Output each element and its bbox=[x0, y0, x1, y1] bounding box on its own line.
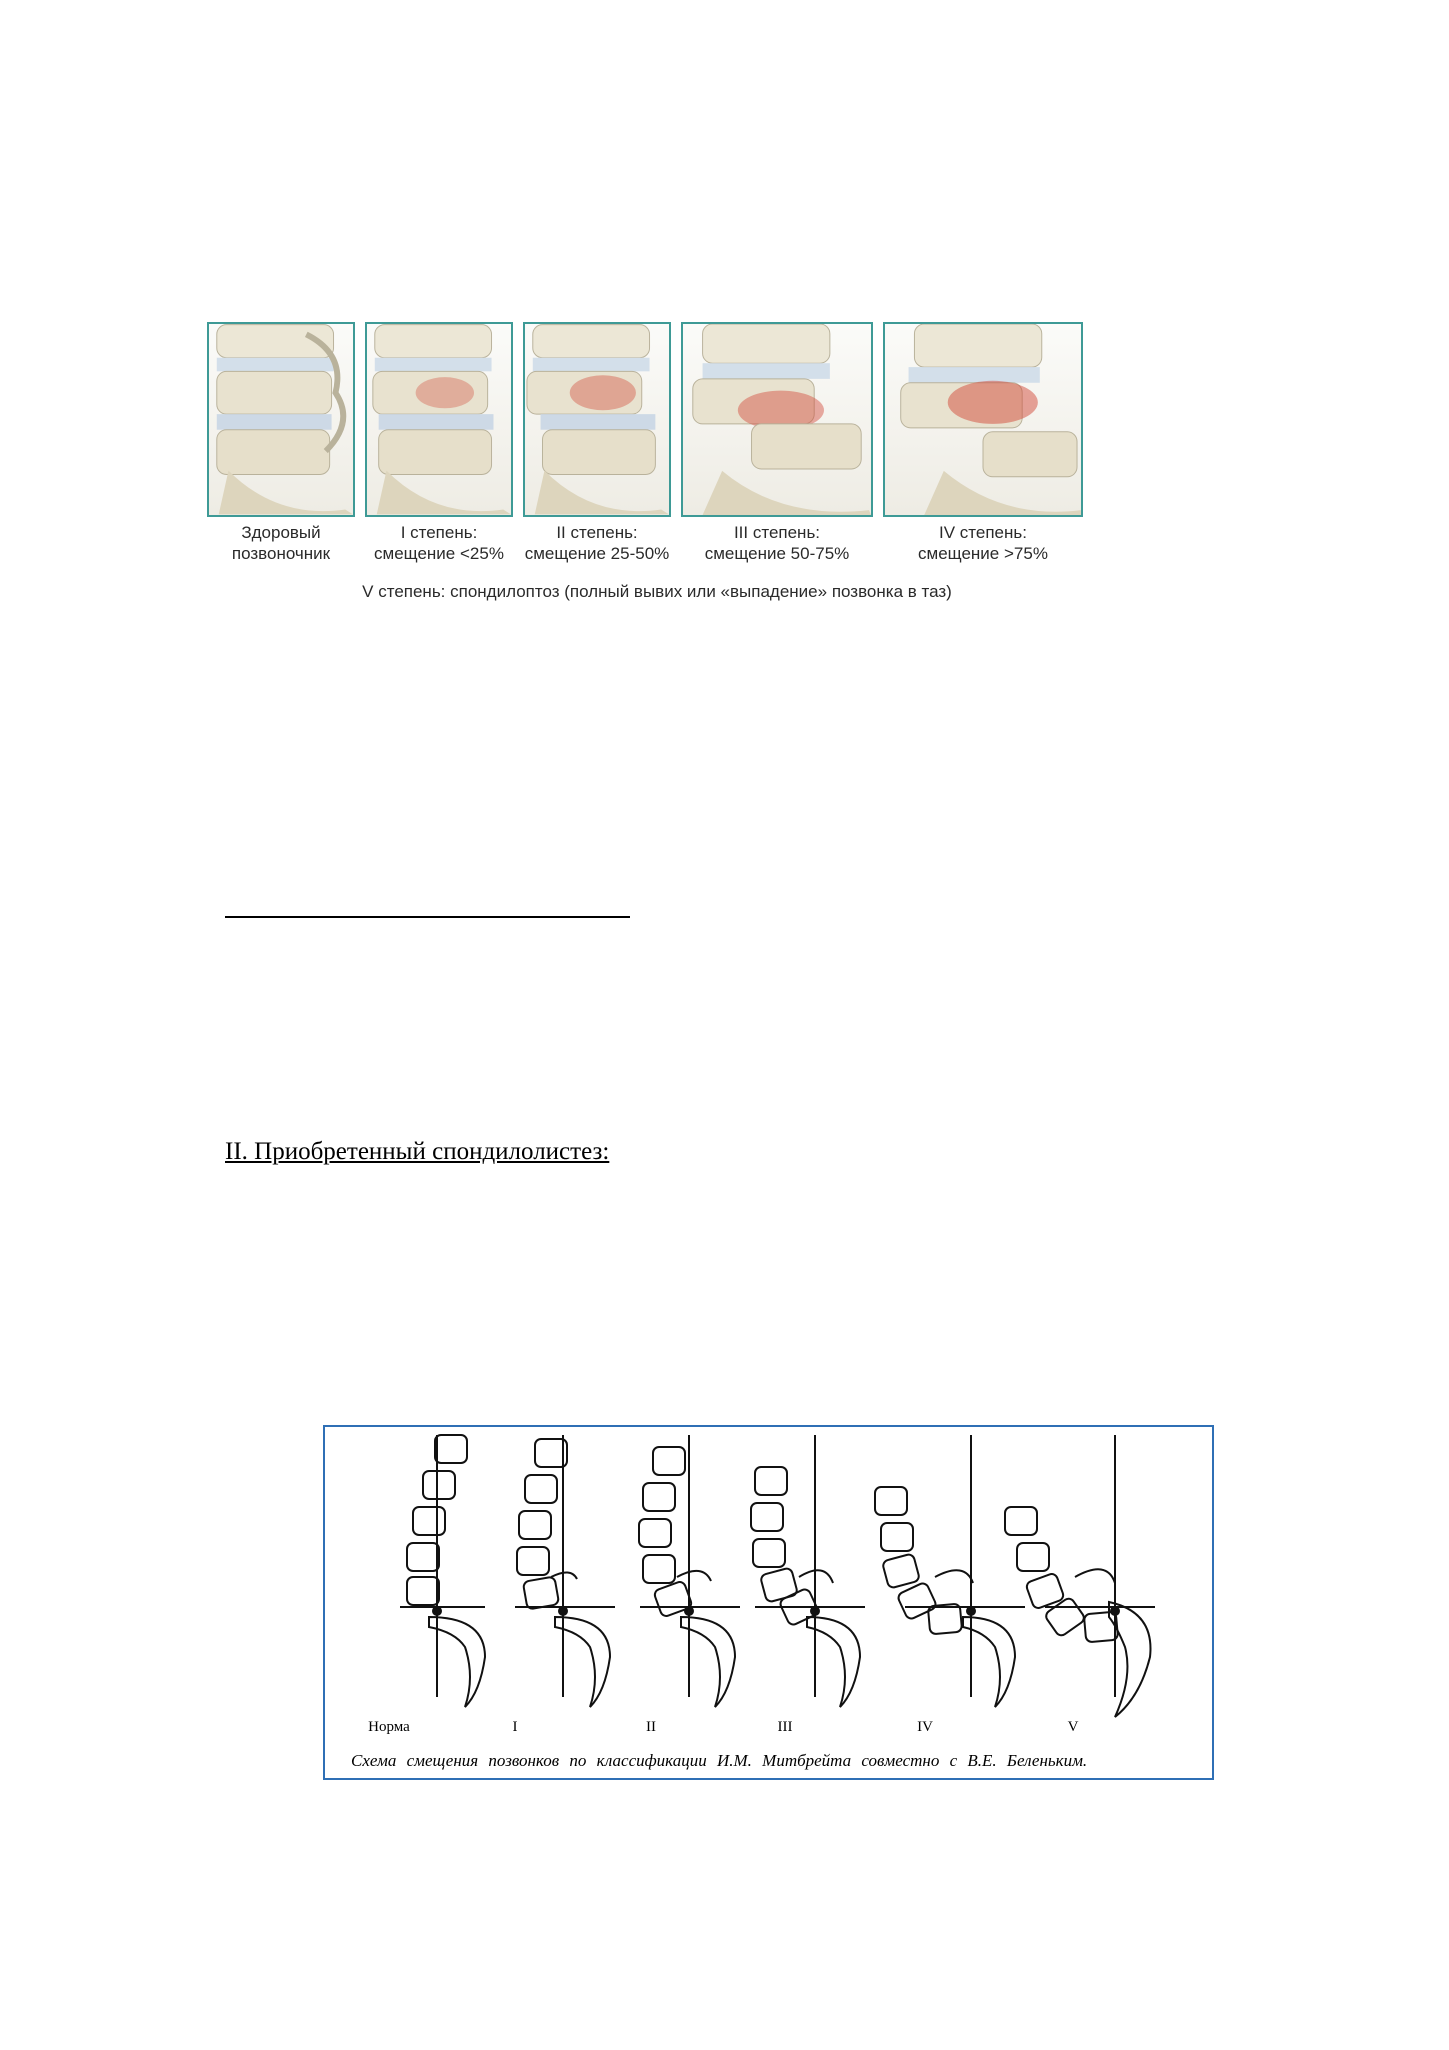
stage-label-norm: Норма bbox=[368, 1719, 410, 1735]
spondylolisthesis-degrees-figure bbox=[207, 322, 1107, 622]
stage-label-3: III bbox=[777, 1719, 793, 1735]
grade-1-illustration bbox=[367, 324, 511, 515]
caption-line1: III степень: bbox=[733, 523, 821, 542]
grade-2-illustration bbox=[525, 324, 669, 515]
panel-grade-3 bbox=[681, 322, 873, 517]
vertebra-displacement-diagram bbox=[325, 1427, 1212, 1778]
section-heading: II. Приобретенный спондилолистез: bbox=[225, 1138, 610, 1165]
footnote-separator bbox=[225, 916, 630, 918]
figure1-caption: V степень: спондилоптоз (полный вывих или «выпадение» позвонка в таз) bbox=[362, 582, 952, 601]
caption-line1: I степень: bbox=[400, 523, 478, 542]
stage-1-drawing bbox=[515, 1435, 615, 1707]
caption-line1: II степень: bbox=[556, 523, 638, 542]
caption-line2: смещение 25-50% bbox=[524, 544, 670, 563]
panel-grade-2 bbox=[523, 322, 671, 517]
panel-healthy-spine bbox=[207, 322, 355, 517]
stage-label-5: V bbox=[1067, 1719, 1079, 1735]
caption-line2: смещение 50-75% bbox=[704, 544, 850, 563]
grade-3-illustration bbox=[683, 324, 871, 515]
caption-grade-3 bbox=[697, 522, 857, 564]
caption-line1: IV степень: bbox=[939, 523, 1027, 542]
stage-label-1: I bbox=[512, 1719, 518, 1735]
stage-norm-drawing bbox=[400, 1435, 485, 1707]
caption-line2: позвоночник bbox=[231, 544, 331, 563]
caption-grade-1 bbox=[359, 522, 519, 564]
stage-3-drawing bbox=[751, 1435, 865, 1707]
caption-line1: Здоровый bbox=[241, 523, 321, 542]
stage-label-4: IV bbox=[917, 1719, 933, 1735]
stage-5-drawing bbox=[1005, 1435, 1155, 1717]
caption-healthy bbox=[201, 522, 361, 564]
caption-grade-4 bbox=[903, 522, 1063, 564]
figure2-caption: Схема смещения позвонков по классификации И.М. Митбрейта совместно с В.Е. Беленьким. bbox=[351, 1751, 1088, 1770]
panel-grade-4 bbox=[883, 322, 1083, 517]
panel-grade-1 bbox=[365, 322, 513, 517]
stage-2-drawing bbox=[639, 1435, 740, 1707]
healthy-spine-illustration bbox=[209, 324, 353, 515]
caption-grade-2 bbox=[517, 522, 677, 564]
grade-4-illustration bbox=[885, 324, 1081, 515]
stage-label-2: II bbox=[646, 1719, 656, 1735]
caption-line2: смещение >75% bbox=[918, 544, 1048, 563]
meyerding-scheme-figure bbox=[323, 1425, 1214, 1780]
caption-line2: смещение <25% bbox=[374, 544, 504, 563]
stage-4-drawing bbox=[875, 1435, 1025, 1707]
